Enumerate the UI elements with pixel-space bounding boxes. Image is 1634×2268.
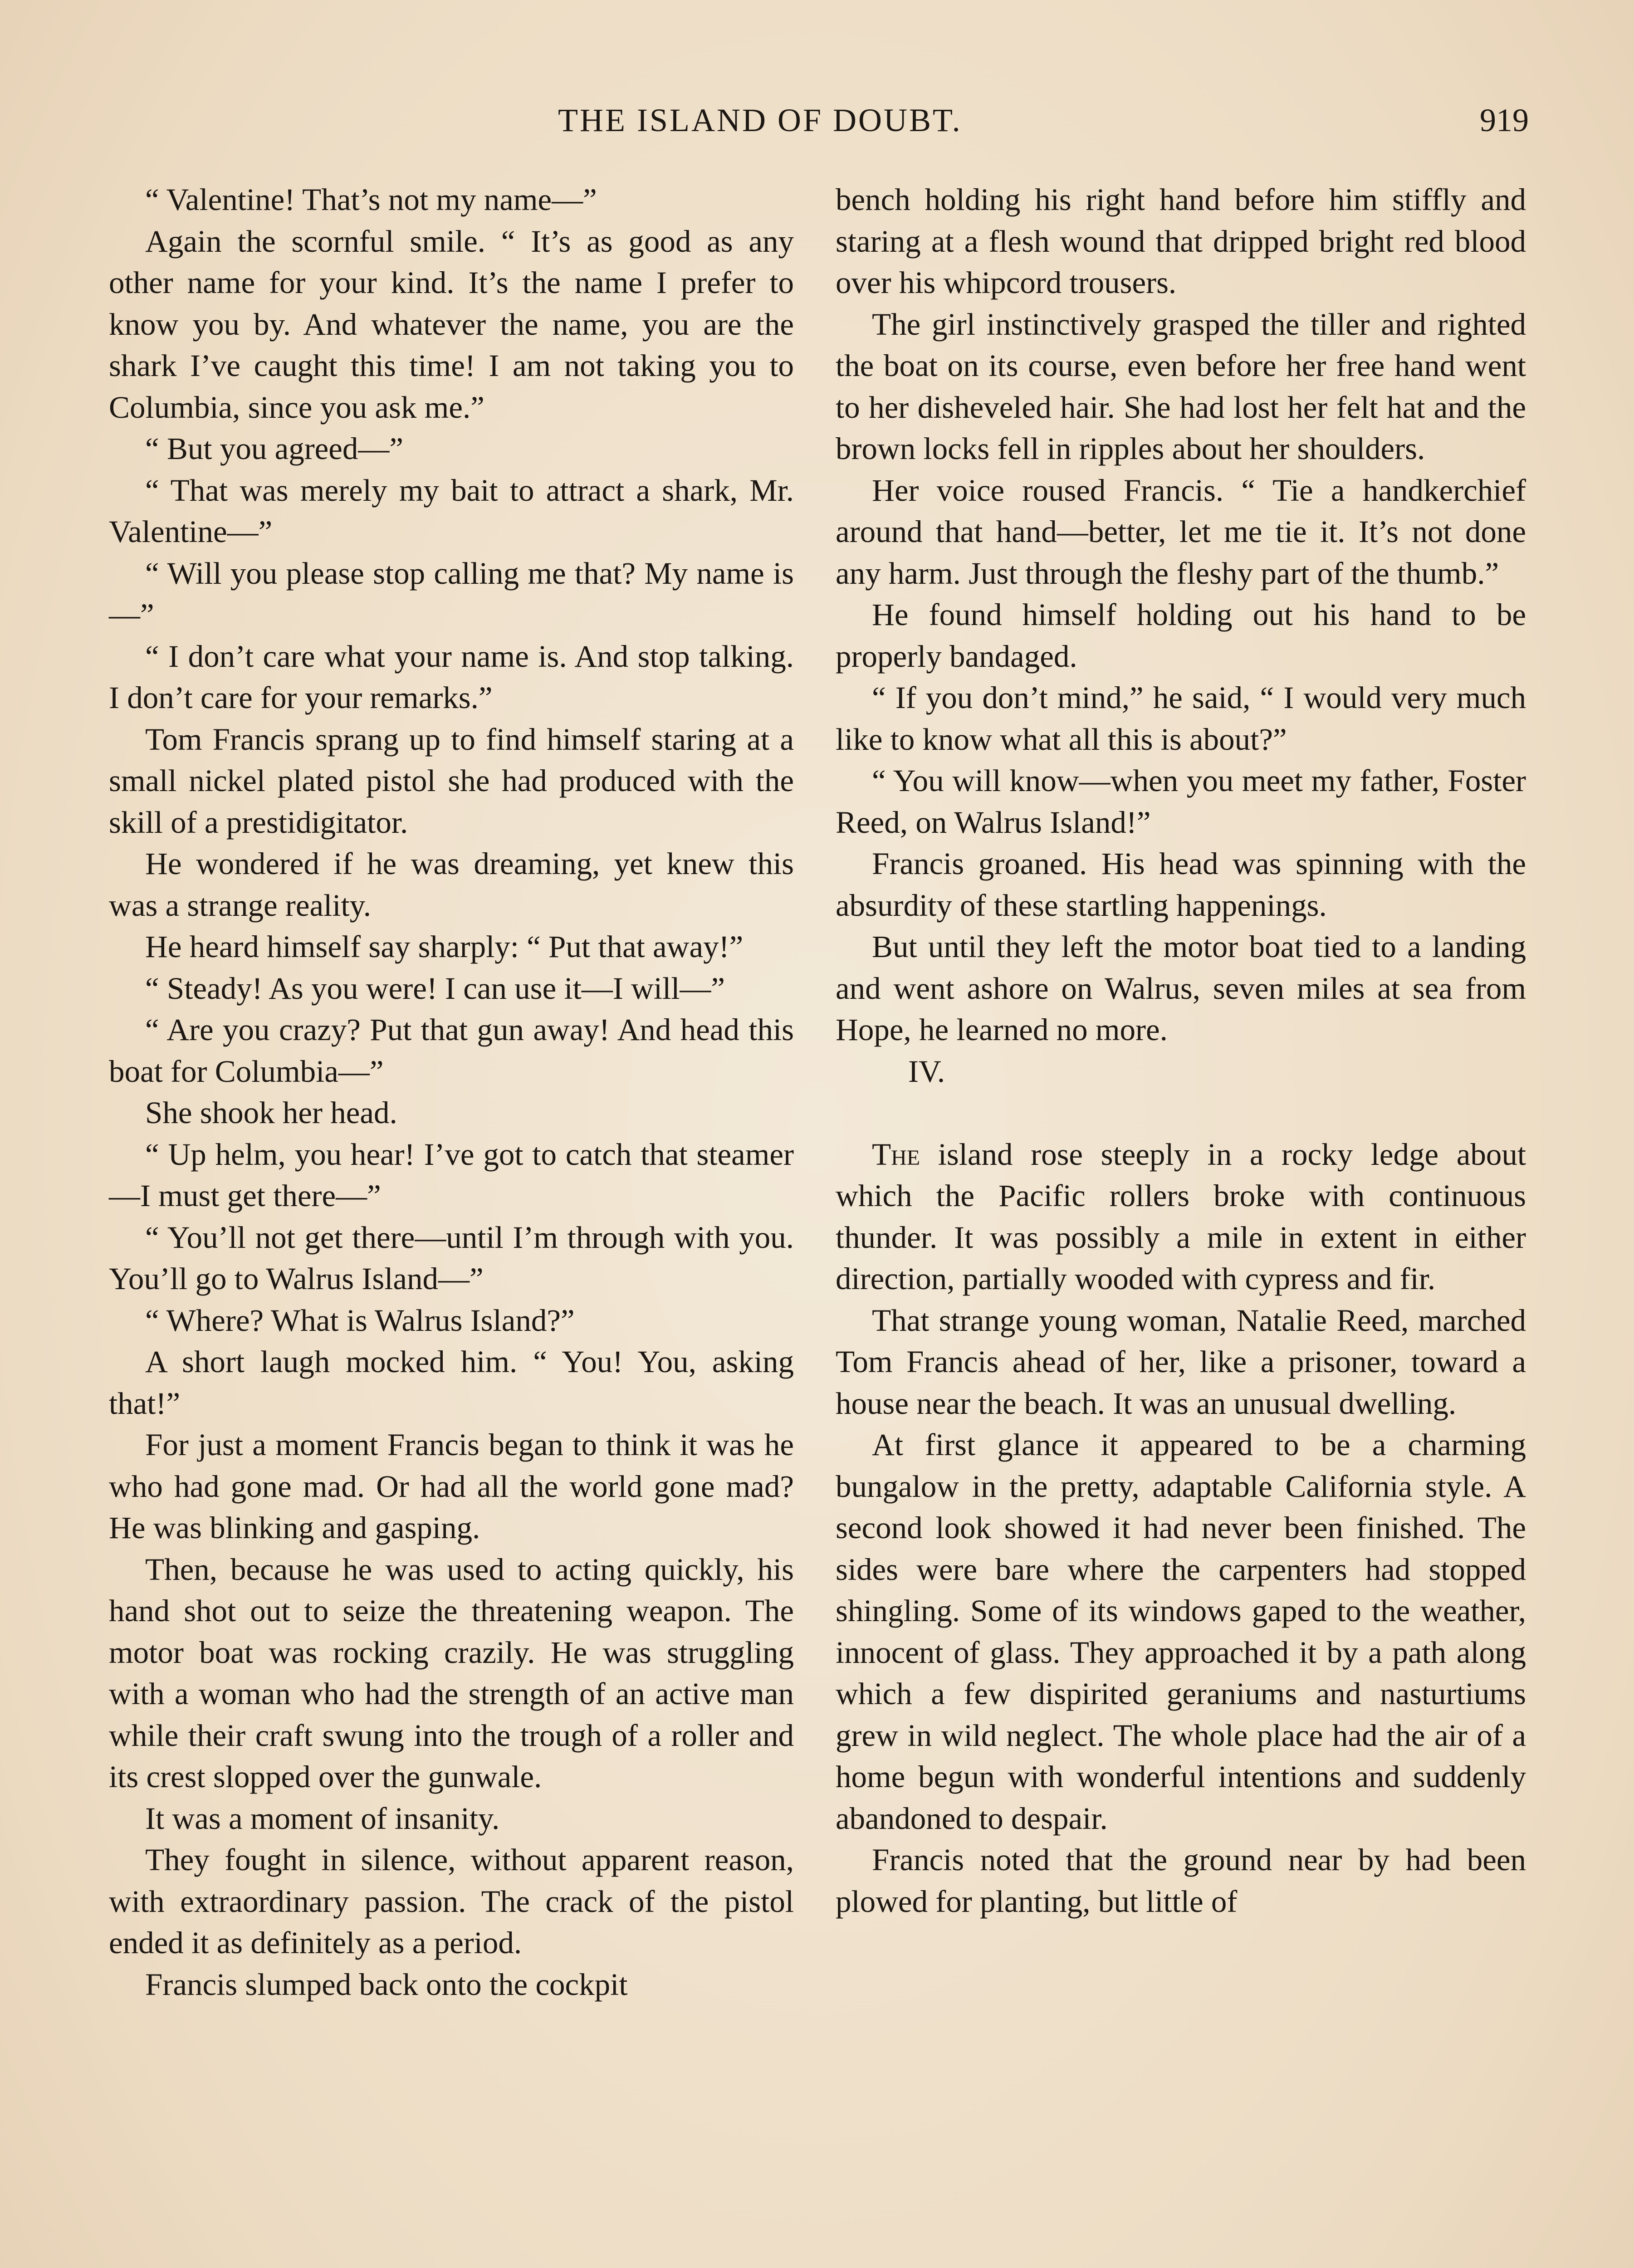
paragraph: “ Will you please stop calling me that? My name is—” [109,556,794,632]
small-caps-lead-word: The [872,1137,920,1172]
paragraph: He heard himself say sharply: “ Put that away!” [145,929,744,964]
paragraph: That strange young woman, Natalie Reed, marched Tom Francis ahead of her, like a prisoner, toward a house near the beach. It was an unusual dwelling. [836,1303,1526,1421]
paragraph: “ If you don’t mind,” he said, “ I would very much like to know what all this is about?” [836,680,1526,757]
section-heading-text: IV. [908,1054,945,1089]
paragraph: He wondered if he was dreaming, yet knew this was a strange reality. [109,846,794,923]
paragraph: Then, because he was used to acting quickly, his hand shot out to seize the threatening weapon. The motor boat was rocking crazily. He was struggling with a woman who had the strength of an active man while their craft swung into the trough of a roller and its crest slopped over the gunwale. [109,1552,794,1794]
section-first-paragraph [836,1134,1526,1300]
paragraph: For just a moment Francis began to think it was he who had gone mad. Or had all the world gone mad? He was blinking and gasping. [109,1427,794,1545]
paragraph: It was a moment of insanity. [145,1801,500,1836]
paragraph: “ Up helm, you hear! I’ve got to catch that steamer—I must get there—” [109,1137,794,1213]
paragraph: They fought in silence, without apparent reason, with extraordinary passion. The crack of the pistol ended it as definitely as a period. [109,1843,794,1960]
paragraph-continuation: bench holding his right hand before him stiffly and staring at a flesh wound that dripped bright red blood over his whipcord trousers. [836,182,1526,300]
paragraph: The girl instinctively grasped the tiller and righted the boat on its course, even before her free hand went to her disheveled hair. She had lost her felt hat and the brown locks fell in ripples about her shoulders. [836,307,1526,466]
first-paragraph-text: island rose steeply in a rocky ledge about which the Pacific rollers broke with continuous thunder. It was possibly a mile in extent in either direction, partially wooded with cypress and fir. [836,1137,1526,1296]
paragraph: “ Are you crazy? Put that gun away! And head this boat for Columbia—” [109,1012,794,1089]
paragraph: “ But you agreed—” [145,431,404,466]
paragraph: Francis groaned. His head was spinning with the absurdity of these startling happenings. [836,846,1526,923]
paragraph: Her voice roused Francis. “ Tie a handkerchief around that hand—better, let me tie it. It’s not done any harm. Just through the fleshy part of the thumb.” [836,473,1526,591]
paragraph: “ Where? What is Walrus Island?” [145,1303,575,1338]
paragraph: “ That was merely my bait to attract a shark, Mr. Valentine—” [109,473,794,549]
paragraph: Tom Francis sprang up to find himself staring at a small nickel plated pistol she had produced with the skill of a prestidigitator. [109,722,794,840]
paragraph: “ You will know—when you meet my father, Foster Reed, on Walrus Island!” [836,763,1526,840]
paragraph: He found himself holding out his hand to be properly bandaged. [836,597,1526,674]
paragraph: “ Valentine! That’s not my name—” [145,182,597,217]
running-header [0,95,1634,145]
paragraph: At first glance it appeared to be a charming bungalow in the pretty, adaptable California style. A second look showed it had never been finished. The sides were bare where the carpenters had stopped shingling. Some of its windows gaped to the weather, innocent of glass. They approached it by a path along which a few dispirited geraniums and nasturtiums grew in wild neglect. The whole place had the air of a home begun with wonderful intentions and suddenly abandoned to despair. [836,1427,1526,1836]
paragraph: “ You’ll not get there—until I’m through with you. You’ll go to Walrus Island—” [109,1220,794,1296]
right-text-column [836,179,1526,1922]
paragraph: She shook her head. [145,1095,397,1130]
paragraph: A short laugh mocked him. “ You! You, asking that!” [109,1344,794,1421]
page-number: 919 [1480,102,1529,138]
paragraph: Francis noted that the ground near by had been plowed for planting, but little of [836,1843,1526,1919]
left-text-column [109,179,794,2005]
paragraph: “ I don’t care what your name is. And stop talking. I don’t care for your remarks.” [109,639,794,715]
paragraph: Francis slumped back onto the cockpit [145,1967,628,2002]
running-title: THE ISLAND OF DOUBT. [558,102,962,138]
paragraph: Again the scornful smile. “ It’s as good as any other name for your kind. It’s the name I prefer to know you by. And whatever the name, you are the shark I’ve caught this time! I am not taking you to Columbia, since you ask me.” [109,224,794,425]
paragraph: But until they left the motor boat tied to a landing and went ashore on Walrus, seven miles at sea from Hope, he learned no more. [836,929,1526,1047]
paragraph: “ Steady! As you were! I can use it—I will—” [145,971,725,1006]
section-heading [836,1051,1526,1134]
